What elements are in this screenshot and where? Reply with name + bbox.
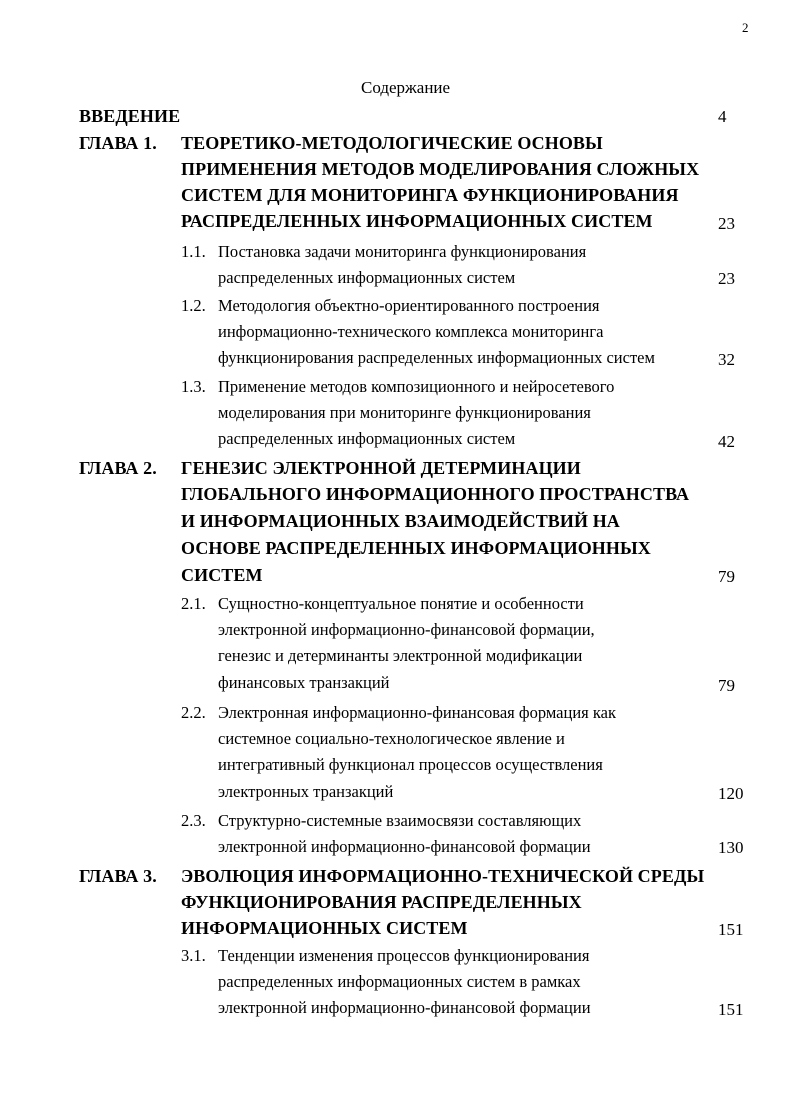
- chapter-2-title-line: СИСТЕМ: [181, 565, 263, 585]
- section-2-2-page: 120: [718, 784, 744, 803]
- section-2-2-line: Электронная информационно-финансовая формация как: [218, 703, 616, 722]
- chapter-3-title-line: ЭВОЛЮЦИЯ ИНФОРМАЦИОННО-ТЕХНИЧЕСКОЙ СРЕДЫ: [181, 866, 705, 886]
- chapter-1-title-line: СИСТЕМ ДЛЯ МОНИТОРИНГА ФУНКЦИОНИРОВАНИЯ: [181, 185, 679, 205]
- chapter-1-label: ГЛАВА 1.: [79, 133, 157, 153]
- section-1-1-line: Постановка задачи мониторинга функционирования: [218, 242, 587, 261]
- intro-label: ВВЕДЕНИЕ: [79, 106, 181, 126]
- section-1-3-page: 42: [718, 432, 735, 451]
- section-1-3-line: распределенных информационных систем: [218, 429, 516, 448]
- section-1-1-number: 1.1.: [181, 242, 206, 261]
- section-2-3-page: 130: [718, 838, 744, 857]
- chapter-2-label: ГЛАВА 2.: [79, 458, 157, 478]
- section-2-1-number: 2.1.: [181, 594, 206, 613]
- page-number: 2: [742, 20, 749, 35]
- chapter-3-page: 151: [718, 920, 744, 939]
- section-2-1-line: финансовых транзакций: [218, 673, 390, 692]
- chapter-3-label: ГЛАВА 3.: [79, 866, 157, 886]
- chapter-3-title-line: ИНФОРМАЦИОННЫХ СИСТЕМ: [181, 918, 468, 938]
- section-1-1-page: 23: [718, 269, 735, 288]
- section-2-3-line: Структурно-системные взаимосвязи составляющих: [218, 811, 582, 830]
- chapter-2-title-line: ГЛОБАЛЬНОГО ИНФОРМАЦИОННОГО ПРОСТРАНСТВА: [181, 484, 690, 504]
- section-1-3-line: Применение методов композиционного и нейросетевого: [218, 377, 615, 396]
- chapter-2-page: 79: [718, 567, 735, 586]
- section-2-2-line: электронных транзакций: [218, 782, 394, 801]
- chapter-2-title-line: И ИНФОРМАЦИОННЫХ ВЗАИМОДЕЙСТВИЙ НА: [181, 511, 620, 531]
- section-3-1-line: Тенденции изменения процессов функционирования: [218, 946, 590, 965]
- section-3-1-line: электронной информационно-финансовой формации: [218, 998, 591, 1017]
- chapter-1-page: 23: [718, 214, 735, 233]
- chapter-1-title-line: ПРИМЕНЕНИЯ МЕТОДОВ МОДЕЛИРОВАНИЯ СЛОЖНЫХ: [181, 159, 700, 179]
- section-3-1-line: распределенных информационных систем в рамках: [218, 972, 581, 991]
- chapter-1-title-line: РАСПРЕДЕЛЕННЫХ ИНФОРМАЦИОННЫХ СИСТЕМ: [181, 211, 653, 231]
- section-2-3-number: 2.3.: [181, 811, 206, 830]
- section-2-2-number: 2.2.: [181, 703, 206, 722]
- section-1-2-line: Методология объектно-ориентированного построения: [218, 296, 600, 315]
- section-2-1-line: электронной информационно-финансовой формации,: [218, 620, 595, 639]
- section-3-1-page: 151: [718, 1000, 744, 1019]
- section-1-2-line: информационно-технического комплекса мониторинга: [218, 322, 604, 341]
- section-2-2-line: интегративный функционал процессов осуществления: [218, 755, 603, 774]
- section-1-1-line: распределенных информационных систем: [218, 268, 516, 287]
- intro-page: 4: [718, 107, 727, 126]
- section-2-1-line: Сущностно-концептуальное понятие и особенности: [218, 594, 584, 613]
- section-1-3-line: моделирования при мониторинге функционирования: [218, 403, 591, 422]
- page-title: Содержание: [361, 78, 451, 97]
- section-2-2-line: системное социально-технологическое явление и: [218, 729, 565, 748]
- section-1-2-number: 1.2.: [181, 296, 206, 315]
- section-1-2-line: функционирования распределенных информационных систем: [218, 348, 655, 367]
- section-3-1-number: 3.1.: [181, 946, 206, 965]
- section-1-3-number: 1.3.: [181, 377, 206, 396]
- section-1-2-page: 32: [718, 350, 735, 369]
- chapter-2-title-line: ГЕНЕЗИС ЭЛЕКТРОННОЙ ДЕТЕРМИНАЦИИ: [181, 458, 581, 478]
- chapter-1-title-line: ТЕОРЕТИКО-МЕТОДОЛОГИЧЕСКИЕ ОСНОВЫ: [181, 133, 603, 153]
- chapter-3-title-line: ФУНКЦИОНИРОВАНИЯ РАСПРЕДЕЛЕННЫХ: [181, 892, 582, 912]
- section-2-1-page: 79: [718, 676, 735, 695]
- section-2-1-line: генезис и детерминанты электронной модификации: [218, 646, 583, 665]
- chapter-2-title-line: ОСНОВЕ РАСПРЕДЕЛЕННЫХ ИНФОРМАЦИОННЫХ: [181, 538, 651, 558]
- section-2-3-line: электронной информационно-финансовой формации: [218, 837, 591, 856]
